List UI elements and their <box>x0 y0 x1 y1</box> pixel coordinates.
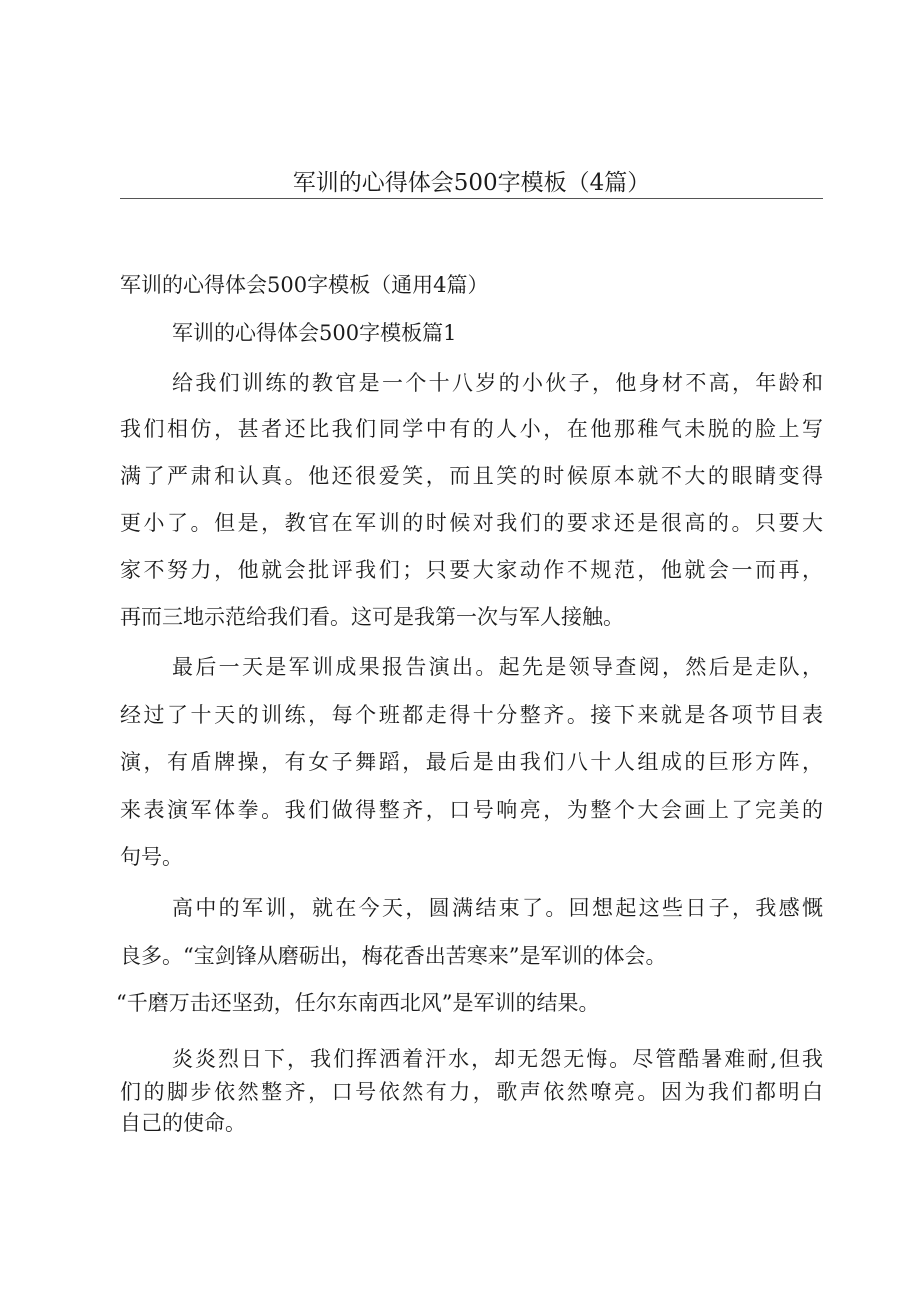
section-heading: 军训的心得体会500字模板篇1 <box>172 321 457 345</box>
paragraph-line: 最后一天是军训成果报告演出。起先是领导查阅，然后是走队， <box>172 655 823 679</box>
paragraph-line: 更小了。但是，教官在军训的时候对我们的要求还是很高的。只要大 <box>120 511 823 535</box>
paragraph-line: 来表演军体拳。我们做得整齐，口号响亮，为整个大会画上了完美的 <box>120 798 823 822</box>
paragraph-line: 高中的军训，就在今天，圆满结束了。回想起这些日子，我感慨 <box>172 896 823 920</box>
paragraph-line: 自己的使命。 <box>120 1111 246 1135</box>
paragraph-line: 给我们训练的教官是一个十八岁的小伙子，他身材不高，年龄和 <box>172 371 823 395</box>
paragraph-line: “千磨万击还坚劲，任尔东南西北风”是军训的结果。 <box>116 991 600 1015</box>
paragraph-line: 句号。 <box>120 845 183 869</box>
paragraph-line: 我们相仿，甚者还比我们同学中有的人小，在他那稚气未脱的脸上写 <box>120 417 823 441</box>
paragraph-line: 再而三地示范给我们看。这可是我第一次与军人接触。 <box>120 605 624 629</box>
paragraph-line: 们的脚步依然整齐，口号依然有力，歌声依然嘹亮。因为我们都明白 <box>120 1080 823 1104</box>
document-subtitle: 军训的心得体会500字模板（通用4篇） <box>120 273 489 297</box>
paragraph-line: 满了严肃和认真。他还很爱笑，而且笑的时候原本就不大的眼睛变得 <box>120 464 823 488</box>
paragraph-line: 炎炎烈日下，我们挥洒着汗水，却无怨无悔。尽管酷暑难耐,但我 <box>172 1047 823 1071</box>
document-title: 军训的心得体会500字模板（4篇） <box>292 170 651 196</box>
title-divider <box>120 198 823 199</box>
paragraph-line: 经过了十天的训练，每个班都走得十分整齐。接下来就是各项节目表 <box>120 703 823 727</box>
paragraph-line: 良多。“宝剑锋从磨砺出，梅花香出苦寒来”是军训的体会。 <box>120 944 667 968</box>
paragraph-line: 家不努力，他就会批评我们；只要大家动作不规范，他就会一而再， <box>120 558 823 582</box>
paragraph-line: 演，有盾牌操，有女子舞蹈，最后是由我们八十人组成的巨形方阵， <box>120 750 823 774</box>
